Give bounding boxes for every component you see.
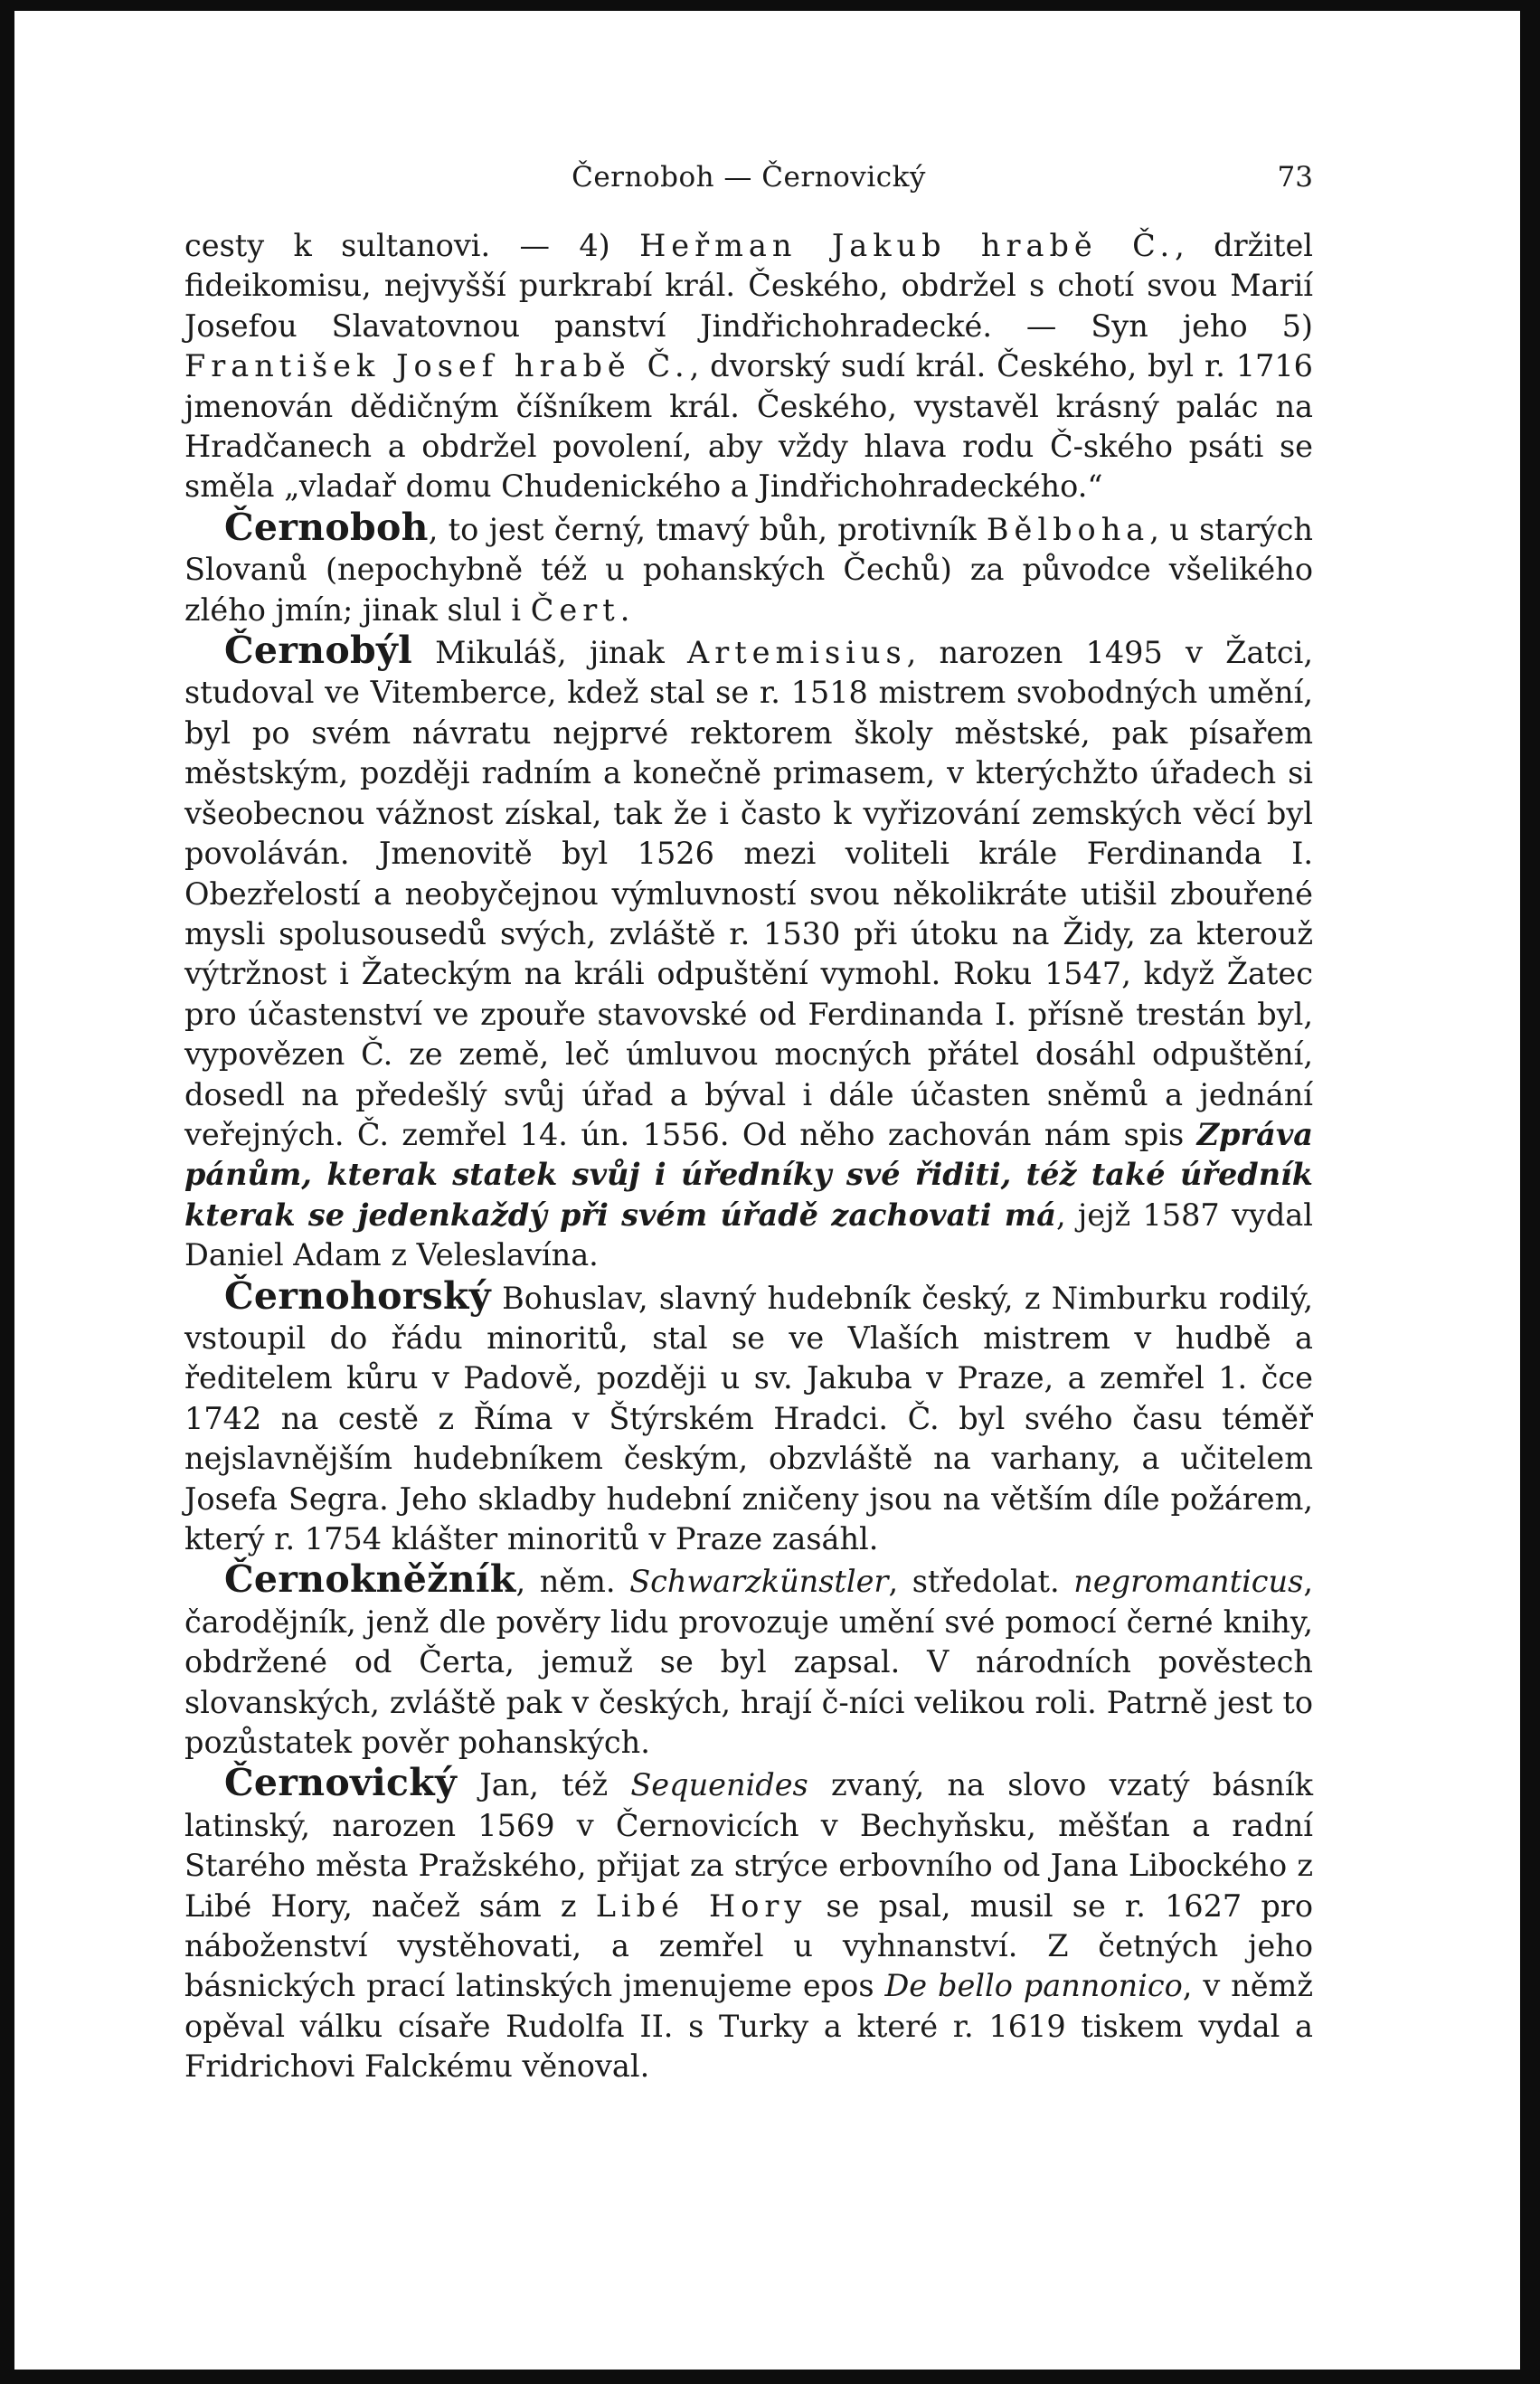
running-head: [184, 161, 1313, 203]
entry-cernohorsky: Černohorský Bohuslav, slavný hudebník český, z Nimburku rodilý, vstoupil do řádu minoritů, stal se ve Vlaších mistrem v hudbě a ředitelem kůru v Padově, později u sv. Jakuba v Praze, a zemřel 1. čce 1742 na cestě z Říma v Štýrském Hradci. Č. byl svého času téměř nejslavnějším hudebníkem českým, obzvláště na varhany, a učitelem Josefa Segra. Jeho skladby hudební zničeny jsou na větším díle požárem, který r. 1754 klášter minoritů v Praze zasáhl.: [184, 1273, 1313, 1556]
entry-headword: Černovický: [224, 1761, 458, 1805]
entry-cernovicky: Černovický Jan, též Sequenides zvaný, na slovo vzatý básník latinský, narozen 1569 v Černovicích v Bechyňsku, měšťan a radní Starého města Pražského, přijat za strýce erbovního od Jana Libockého z Libé Hory, načež sám z Libé Hory se psal, musil se r. 1627 pro náboženství vystěhovati, a zemřel u vyhnanství. Z četných jeho básnických prací latinských jmenujeme epos De bello pannonico, v němž opěval válku císaře Rudolfa II. s Turky a které r. 1619 tiskem vydal a Fridrichovi Falckému věnoval.: [184, 1761, 1314, 2085]
work-title: Zpráva pánům, kterak statek svůj i úředníky své řiditi, též také úředník kterak se jedenkaždý při svém úřadě zachovati má: [184, 1116, 1313, 1233]
page-body: [184, 226, 1313, 2087]
work-title: De bello pannonico: [884, 1968, 1183, 2004]
entry-cernobyl: Černobýl Mikuláš, jinak Artemisius, narozen 1495 v Žatci, studoval ve Vitemberce, kdež stal se r. 1518 mistrem svobodných umění, byl po svém návratu nejprvé rektorem školy městské, pak písařem městským, později radním a konečně primasem, v kterýchžto úřadech si všeobecnou vážnost získal, tak že i často k vyřizování zemských věcí byl povoláván. Jmenovitě byl 1526 mezi voliteli krále Ferdinanda I. Obezřelostí a neobyčejnou výmluvností svou několikráte utišil zbouřené mysli spolusousedů svých, zvláště r. 1530 při útoku na Židy, za kterouž výtržnost i Žateckým na králi odpuštění vymohl. Roku 1547, když Žatec pro účastenství ve zpouře stavovské od Ferdinanda I. přísně trestán byl, vypovězen Č. ze země, leč úmluvou mocných přátel dosáhl odpuštění, dosedl na předešlý svůj úřad a býval i dále účasten sněmů a jednání veřejných. Č. zemřel 14. ún. 1556. Od něho zachován nám spis Zpráva pánům, kterak statek svůj i úředníky své řiditi, též také úředník kterak se jedenkaždý při svém úřadě zachovati má, jejž 1587 vydal Daniel Adam z Veleslavína.: [184, 629, 1314, 1273]
person-name: Heřman Jakub hrabě Č.: [639, 228, 1176, 263]
person-name: František Josef hrabě Č.: [184, 348, 690, 384]
entry-headword: Černoboh: [224, 505, 429, 549]
page-number: 73: [1277, 161, 1313, 194]
entry-headword: Černokněžník: [224, 1557, 516, 1602]
entry-cernokneznik: Černokněžník, něm. Schwarzkünstler, středolat. negromanticus, čarodějník, jenž dle pověry lidu provozuje umění své pomocí černé knihy, obdržené od Čerta, jemuž se byl zapsal. V národních pověstech slovanských, zvláště pak v českých, hrají č-níci velikou roli. Patrně jest to pozůstatek pověr pohanských.: [184, 1557, 1313, 1761]
continuation-paragraph: cesty k sultanovi. — 4) Heřman Jakub hrabě Č., držitel fideikomisu, nejvyšší purkrabí král. Českého, obdržel s chotí svou Marií Josefou Slavatovnou panství Jindřichohradecké. — Syn jeho 5) František Josef hrabě Č., dvorský sudí král. Českého, byl r. 1716 jmenován dědičným číšníkem král. Českého, vystavěl krásný palác na Hradčanech a obdržel povolení, aby vždy hlava rodu Č-ského psáti se směla „vladař domu Chudenického a Jindřichohradeckého.“: [184, 228, 1314, 505]
entry-cernoboh: Černoboh, to jest černý, tmavý bůh, protivník Bělboha, u starých Slovanů (nepochybně též u pohanských Čechů) za původce všelikého zlého jmín; jinak slul i Čert.: [184, 505, 1313, 628]
running-title: Černoboh — Černovický: [572, 161, 926, 194]
entry-headword: Černobýl: [224, 629, 412, 673]
entry-headword: Černohorský: [224, 1273, 491, 1318]
